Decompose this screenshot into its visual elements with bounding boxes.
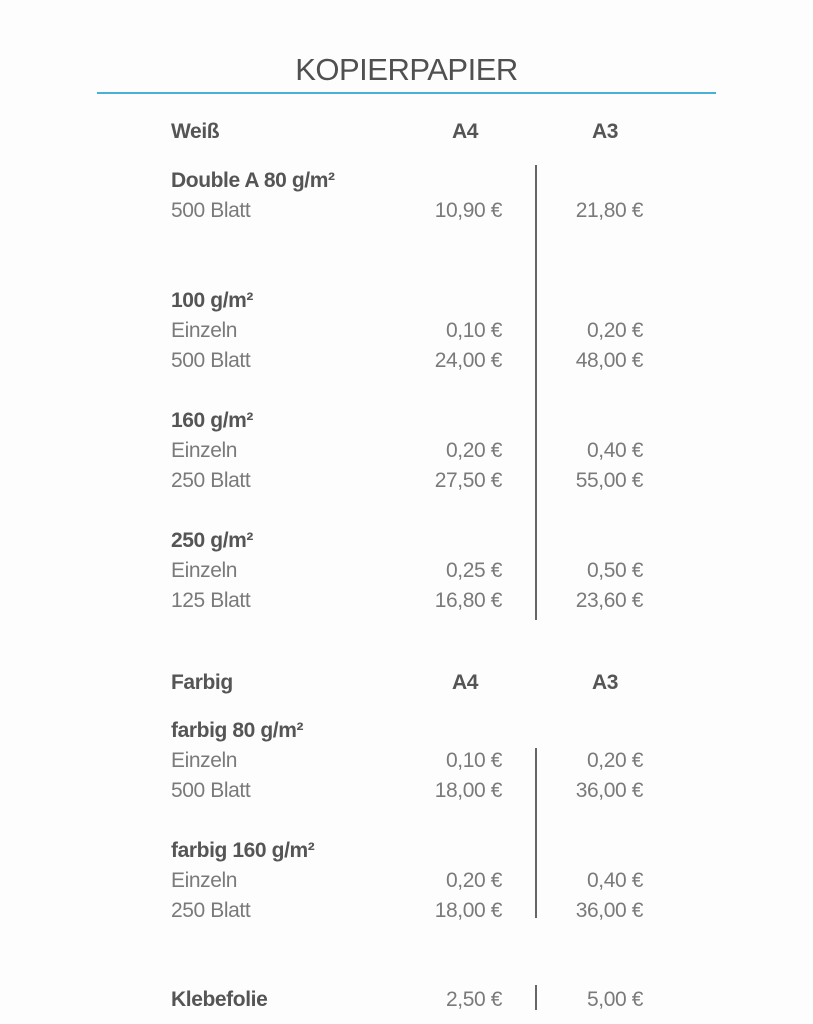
row-label: Einzeln [171,869,238,892]
price-a4: 0,10 € [446,319,502,342]
price-a4: 16,80 € [434,589,502,612]
row-label: 250 Blatt [171,469,251,492]
column-divider [535,748,537,918]
row-label: 250 Blatt [171,899,251,922]
column-header-a3: A3 [591,671,619,694]
price-a3: 0,20 € [587,319,643,342]
column-divider [535,985,537,1010]
product-name: 160 g/m² [171,409,253,432]
row-label: 500 Blatt [171,779,251,802]
price-a3: 0,40 € [587,439,643,462]
price-a3: 55,00 € [575,469,643,492]
product-name: farbig 80 g/m² [171,719,304,742]
price-a3: 0,40 € [587,869,643,892]
column-header-a4: A4 [451,671,479,694]
column-header-a3: A3 [591,120,619,143]
price-a4: 10,90 € [434,199,502,222]
page-title: KOPIERPAPIER [295,52,518,87]
section-heading-farbig: Farbig [171,671,233,694]
price-a3: 0,20 € [587,749,643,772]
price-a4: 0,10 € [446,749,502,772]
price-a4: 0,20 € [446,439,502,462]
row-label: 500 Blatt [171,199,251,222]
row-label: Einzeln [171,559,238,582]
price-a4: 18,00 € [434,779,502,802]
row-label: 500 Blatt [171,349,251,372]
product-name: Double A 80 g/m² [171,169,335,192]
price-a3: 36,00 € [575,899,643,922]
price-a3: 36,00 € [575,779,643,802]
price-a4: 27,50 € [434,469,502,492]
price-a4: 2,50 € [446,988,502,1011]
price-a3: 21,80 € [575,199,643,222]
price-a3: 48,00 € [575,349,643,372]
price-a3: 23,60 € [575,589,643,612]
price-a4: 18,00 € [434,899,502,922]
price-a3: 5,00 € [587,988,643,1011]
column-header-a4: A4 [451,120,479,143]
product-name-klebefolie: Klebefolie [171,988,268,1011]
row-label: Einzeln [171,439,238,462]
price-a4: 0,20 € [446,869,502,892]
row-label: Einzeln [171,749,238,772]
product-name: 100 g/m² [171,289,253,312]
row-label: 125 Blatt [171,589,251,612]
product-name: 250 g/m² [171,529,253,552]
product-name: farbig 160 g/m² [171,839,315,862]
section-heading-weiss: Weiß [171,120,220,143]
price-a4: 0,25 € [446,559,502,582]
column-divider [535,165,537,620]
row-label: Einzeln [171,319,238,342]
price-a3: 0,50 € [587,559,643,582]
price-a4: 24,00 € [434,349,502,372]
title-divider [97,92,716,94]
